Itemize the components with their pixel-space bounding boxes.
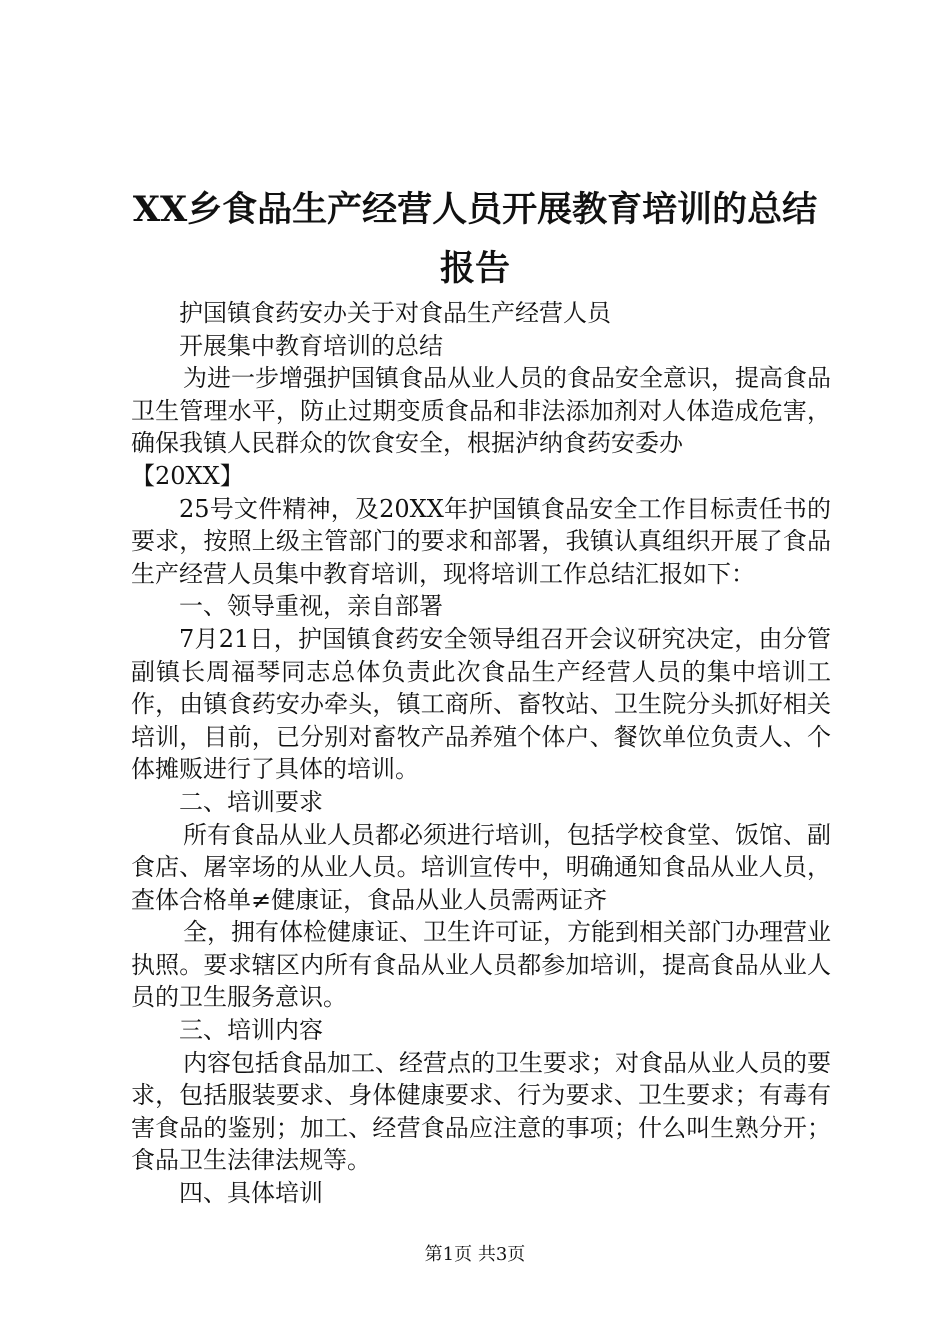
paragraph-section-3: 内容包括食品加工、经营点的卫生要求；对食品从业人员的要求，包括服装要求、身体健康要求、行为要求、卫生要求；有毒有害食品的鉴别；加工、经营食品应注意的事项；什么叫生熟分开；食品卫生法律法规等。	[131, 1048, 831, 1175]
paragraph-intro: 为进一步增强护国镇食品从业人员的食品安全意识，提高食品卫生管理水平，防止过期变质食品和非法添加剂对人体造成危害，确保我镇人民群众的饮食安全，根据泸纳食药安委办	[131, 364, 831, 458]
section-heading-4: 四、具体培训	[179, 1179, 323, 1208]
paragraph-doc-ref: 【20XX】	[131, 461, 244, 490]
paragraph-section-2a: 所有食品从业人员都必须进行培训，包括学校食堂、饭馆、副食店、屠宰场的从业人员。培训宣传中，明确通知食品从业人员，查体合格单≠健康证，食品从业人员需两证齐	[131, 820, 831, 914]
page-footer: 第1页 共3页	[424, 1244, 526, 1265]
section-heading-1: 一、领导重视，亲自部署	[179, 592, 443, 621]
paragraph-intro-cont: 25号文件精神，及20XX年护国镇食品安全工作目标责任书的要求，按照上级主管部门的要求和部署，我镇认真组织开展了食品生产经营人员集中教育培训，现将培训工作总结汇报如下：	[131, 494, 831, 588]
paragraph-heading-subject: 开展集中教育培训的总结	[179, 331, 443, 360]
document-title-line-1: XX乡食品生产经营人员开展教育培训的总结	[132, 189, 818, 230]
section-heading-2: 二、培训要求	[179, 787, 323, 816]
paragraph-section-2b: 全，拥有体检健康证、卫生许可证，方能到相关部门办理营业执照。要求辖区内所有食品从业人员都参加培训，提高食品从业人员的卫生服务意识。	[131, 918, 831, 1012]
paragraph-heading-org: 护国镇食药安办关于对食品生产经营人员	[179, 299, 611, 327]
document-body	[131, 297, 831, 1210]
document-title-line-2: 报告	[439, 248, 510, 289]
section-heading-3: 三、培训内容	[179, 1016, 323, 1045]
paragraph-section-1: 7月21日，护国镇食药安全领导组召开会议研究决定，由分管副镇长周福琴同志总体负责此次食品生产经营人员的集中培训工作，由镇食药安办牵头，镇工商所、畜牧站、卫生院分头抓好相关培训，目前，已分别对畜牧产品养殖个体户、餐饮单位负责人、个体摊贩进行了具体的培训。	[131, 624, 831, 784]
